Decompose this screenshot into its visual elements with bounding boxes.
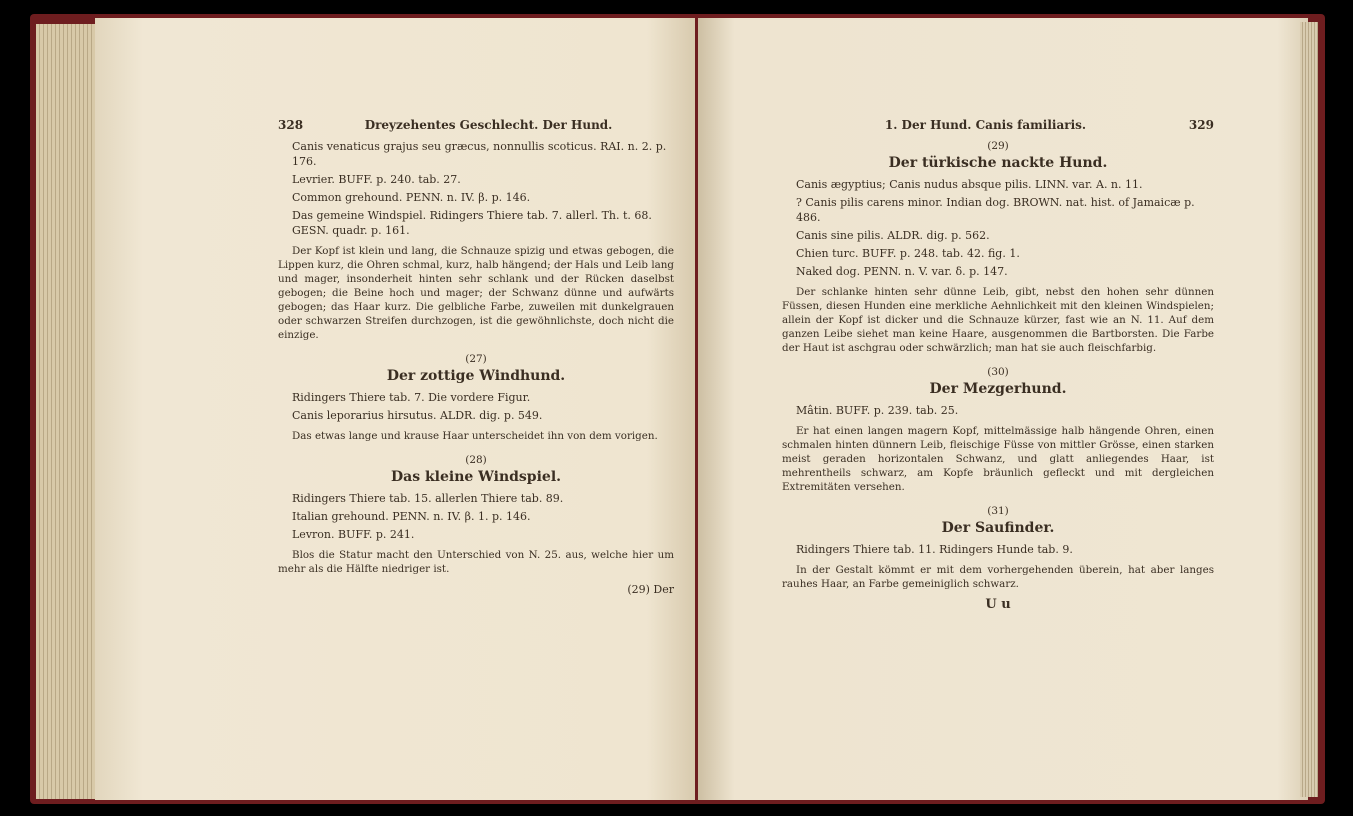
reference-line: Canis sine pilis. ALDR. dig. p. 562.: [796, 229, 990, 242]
reference-line: Common grehound. PENN. n. IV. β. p. 146.: [292, 191, 531, 204]
description-paragraph: Das etwas lange und krause Haar unterscheidet ihn von dem vorigen.: [292, 430, 658, 442]
reference-line: ? Canis pilis carens minor. Indian dog. BROWN. nat. hist. of Jamaicæ p. 486.: [796, 196, 1195, 224]
page-number-left: 328: [278, 118, 304, 132]
reference-line: Chien turc. BUFF. p. 248. tab. 42. fig. 1.: [796, 247, 1020, 260]
page-number-right: 329: [1188, 118, 1214, 132]
left-page-text: [278, 118, 674, 597]
running-head-right: 1. Der Hund. Canis familiaris.: [884, 118, 1087, 132]
section-number: (28): [465, 454, 487, 466]
right-page-text: [782, 118, 1214, 612]
section-title: Der Saufinder.: [941, 520, 1055, 536]
signature-mark: U u: [985, 597, 1011, 612]
reference-line: Levron. BUFF. p. 241.: [292, 528, 415, 541]
reference-line: Canis venaticus grajus seu græcus, nonnullis scoticus. RAI. n. 2. p. 176.: [292, 140, 667, 168]
reference-line: Das gemeine Windspiel. Ridingers Thiere tab. 7. allerl. Th. t. 68. GESN. quadr. p. 161.: [292, 209, 652, 237]
section-number: (30): [987, 366, 1009, 378]
section-number: (31): [987, 505, 1009, 517]
running-head-left: Dreyzehentes Geschlecht. Der Hund.: [364, 118, 613, 132]
section-number: (29): [987, 140, 1009, 152]
reference-line: Ridingers Thiere tab. 7. Die vordere Figur.: [292, 391, 531, 404]
description-paragraph: Der schlanke hinten sehr dünne Leib, gibt, nebst den hohen sehr dünnen Füssen, diesen Hunden eine merkliche Aehnlichkeit mit den kleinen Windspielen; allein der Kopf ist dicker und die Schnauze kürzer, fast wie an N. 11. Auf dem ganzen Leibe siehet man keine Haare, ausgenommen die Bartborsten. Die Farbe der Haut ist aschgrau oder schwärzlich; man hat sie auch fleischfarbig.: [782, 286, 1214, 354]
reference-line: Naked dog. PENN. n. V. var. δ. p. 147.: [796, 265, 1008, 278]
description-paragraph: Der Kopf ist klein und lang, die Schnauze spizig und etwas gebogen, die Lippen kurz, die Ohren schmal, kurz, halb hängend; der Hals und Leib lang und mager, insonderheit hinten sehr schlank und der Rücken daselbst gebogen; die Beine hoch und mager; der Schwanz dünne und aufwärts gebogen; das Haar kurz. Die gelbliche Farbe, zuweilen mit dunkelgrauen oder schwarzen Streifen durchzogen, ist die gewöhnlichste, doch nicht die einzige.: [278, 245, 674, 341]
reference-line: Italian grehound. PENN. n. IV. β. 1. p. 146.: [292, 510, 531, 523]
description-paragraph: Blos die Statur macht den Unterschied von N. 25. aus, welche hier um mehr als die Hälfte niedriger ist.: [278, 549, 674, 575]
description-paragraph: In der Gestalt kömmt er mit dem vorhergehenden überein, hat aber langes rauhes Haar, an Farbe gemeiniglich schwarz.: [782, 564, 1214, 590]
description-paragraph: Er hat einen langen magern Kopf, mittelmässige halb hängende Ohren, einen schmalen hinten dünnern Leib, fleischige Füsse von mittler Grösse, einen starken meist geraden horizontalen Schwanz, und glatt anliegendes Haar, ist mehrentheils schwarz, am Kopfe bräunlich gefleckt und mit dergleichen Extremitäten versehen.: [782, 425, 1214, 493]
reference-line: Ridingers Thiere tab. 11. Ridingers Hunde tab. 9.: [796, 543, 1073, 556]
reference-line: Levrier. BUFF. p. 240. tab. 27.: [292, 173, 461, 186]
section-title: Der türkische nackte Hund.: [888, 155, 1108, 171]
left-header: [278, 118, 674, 133]
reference-line: Mâtin. BUFF. p. 239. tab. 25.: [796, 404, 959, 417]
reference-line: Canis leporarius hirsutus. ALDR. dig. p. 549.: [292, 409, 543, 422]
catchword: (29) Der: [627, 583, 674, 596]
section-title: Das kleine Windspiel.: [390, 469, 562, 485]
right-header: [782, 118, 1214, 133]
page-edges-right: [1300, 22, 1318, 797]
reference-line: Canis ægyptius; Canis nudus absque pilis. LINN. var. A. n. 11.: [796, 178, 1143, 191]
section-number: (27): [465, 353, 487, 365]
section-title: Der zottige Windhund.: [386, 368, 566, 384]
section-title: Der Mezgerhund.: [929, 381, 1067, 397]
reference-line: Ridingers Thiere tab. 15. allerlen Thiere tab. 89.: [292, 492, 564, 505]
